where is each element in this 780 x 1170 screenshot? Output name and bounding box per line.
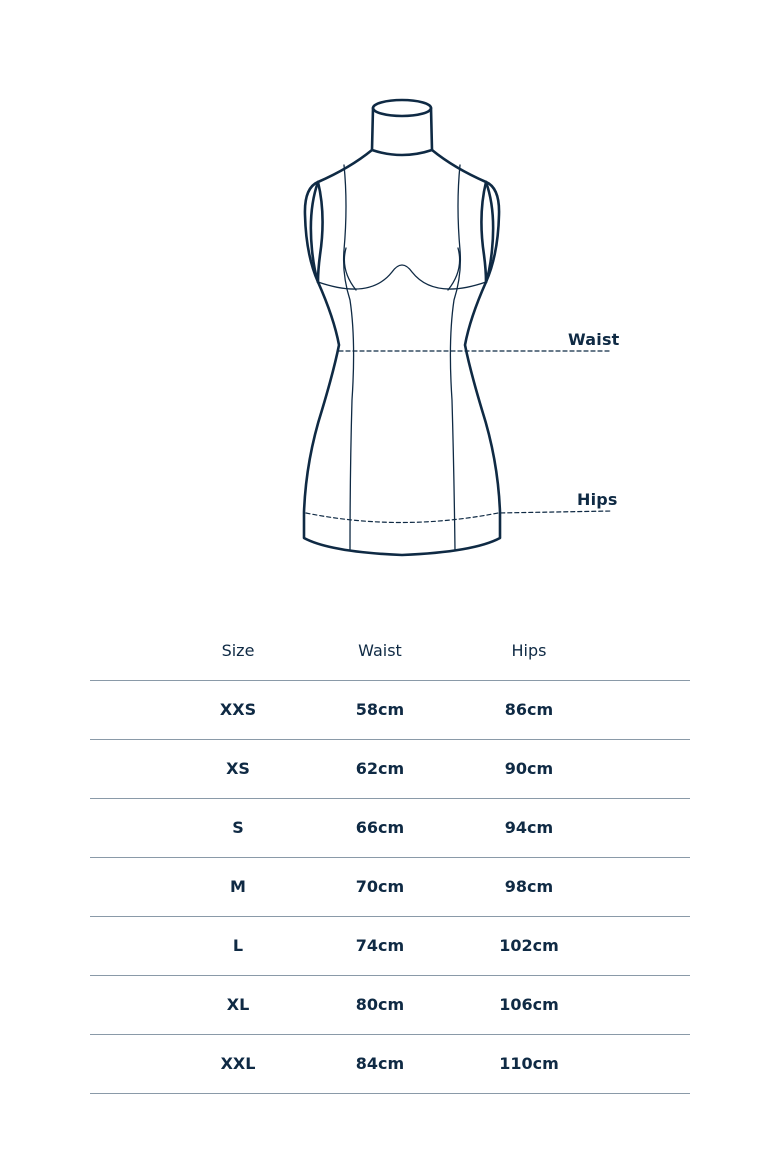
size-chart-table xyxy=(90,622,690,1094)
hips-callout-label: Hips xyxy=(577,490,618,509)
header-hips: Hips xyxy=(511,641,547,660)
hips-line xyxy=(306,511,612,523)
size-cell: S xyxy=(232,818,244,837)
waist-cell: 62cm xyxy=(355,759,405,778)
waist-callout-label: Waist xyxy=(568,330,620,349)
size-cell: XXL xyxy=(220,1054,256,1073)
table-row xyxy=(90,917,690,976)
size-cell: XXS xyxy=(219,700,257,719)
waist-cell: 74cm xyxy=(355,936,405,955)
table-row xyxy=(90,681,690,740)
neck-top xyxy=(373,100,431,116)
hips-cell: 110cm xyxy=(499,1054,559,1073)
hips-cell: 94cm xyxy=(504,818,554,837)
header-waist: Waist xyxy=(358,641,402,660)
size-cell: M xyxy=(230,877,246,896)
waist-cell: 80cm xyxy=(355,995,405,1014)
table-row xyxy=(90,1035,690,1094)
torso-outline xyxy=(304,150,500,555)
waist-cell: 84cm xyxy=(355,1054,405,1073)
hips-cell: 106cm xyxy=(499,995,559,1014)
right-armhole-inner xyxy=(481,182,486,282)
size-cell: L xyxy=(232,936,244,955)
waist-cell: 70cm xyxy=(355,877,405,896)
waist-cell: 58cm xyxy=(355,700,405,719)
hips-cell: 98cm xyxy=(504,877,554,896)
size-cell: XS xyxy=(226,759,250,778)
hips-cell: 86cm xyxy=(504,700,554,719)
hips-cell: 102cm xyxy=(499,936,559,955)
table-row xyxy=(90,799,690,858)
size-cell: XL xyxy=(226,995,250,1014)
table-row xyxy=(90,740,690,799)
left-princess-seam xyxy=(344,165,354,550)
table-row xyxy=(90,858,690,917)
header-size: Size xyxy=(221,641,255,660)
table-row xyxy=(90,976,690,1035)
left-armhole-inner xyxy=(318,182,323,282)
bust-line xyxy=(318,265,486,289)
hips-cell: 90cm xyxy=(504,759,554,778)
neck-base xyxy=(372,150,432,155)
waist-cell: 66cm xyxy=(355,818,405,837)
right-princess-seam xyxy=(450,165,460,550)
table-header-row xyxy=(90,622,690,681)
